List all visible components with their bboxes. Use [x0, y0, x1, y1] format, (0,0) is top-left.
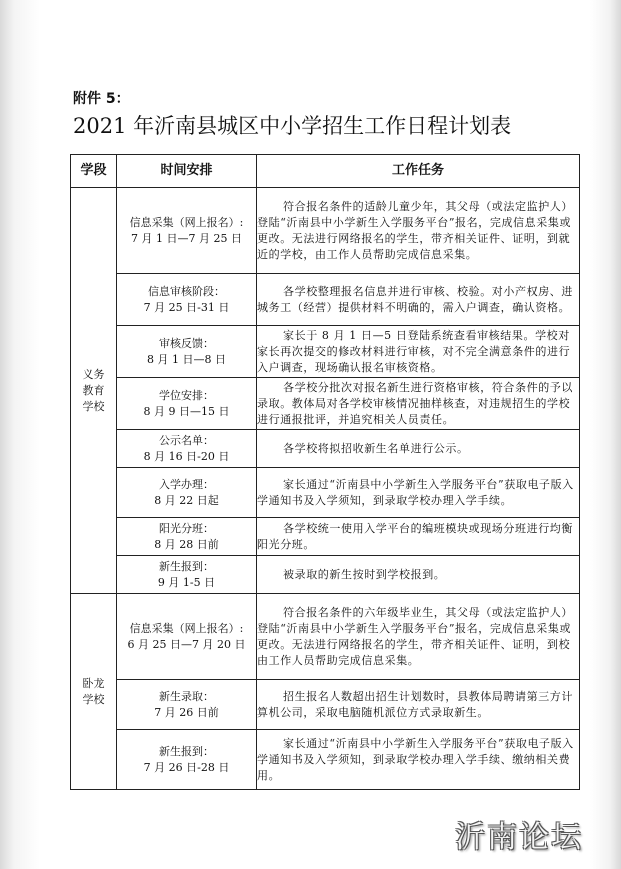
- time-cell: [117, 680, 257, 730]
- task-cell: [257, 430, 580, 468]
- stage-line: 义务: [82, 367, 105, 381]
- time-range: 7 月 25 日-31 日: [143, 300, 230, 314]
- task-cell: [257, 730, 580, 790]
- time-label: 信息采集（网上报名）:: [129, 215, 244, 229]
- table-row: [71, 378, 580, 430]
- time-label: 新生报到：: [159, 744, 214, 758]
- forum-watermark: 沂南论坛: [455, 820, 583, 855]
- time-cell: [117, 468, 257, 518]
- task-text: 符合报名条件的适龄儿童少年，其父母（或法定监护人）登陆“沂南县中小学新生入学服务平台”报名，完成信息采集或更改。无法进行网络报名的学生，带齐相关证件、证明，到就近的学校，由工作人员帮助完成信息采集。: [257, 199, 573, 261]
- time-range: 7 月 26 日-28 日: [143, 760, 230, 774]
- time-cell: [117, 430, 257, 468]
- time-label: 信息审核阶段：: [148, 284, 225, 298]
- table-row: [71, 594, 580, 680]
- task-cell: [257, 680, 580, 730]
- task-cell: [257, 468, 580, 518]
- task-cell: [257, 326, 580, 378]
- time-label: 新生录取：: [159, 689, 214, 703]
- time-label: 学位安排：: [159, 388, 214, 402]
- task-text: 被录取的新生按时到学校报到。: [283, 567, 446, 581]
- stage-wolong: [71, 594, 117, 790]
- time-cell: [117, 326, 257, 378]
- time-range: 8 月 16 日-20 日: [143, 449, 230, 463]
- table-row: [71, 556, 580, 594]
- time-cell: [117, 594, 257, 680]
- time-label: 审核反馈：: [159, 336, 214, 350]
- task-cell: [257, 556, 580, 594]
- time-cell: [117, 274, 257, 326]
- task-text: 家长于 8 月 1 日—5 日登陆系统查看审核结果。学校对家长再次提交的修改材料进行审核，对不完全满意条件的进行入户调查，现场确认报名审核资格。: [257, 328, 571, 374]
- page-title: 2021 年沂南县城区中小学招生工作日程计划表: [73, 114, 512, 138]
- task-text: 各学校整理报名信息并进行审核、校验。对小产权房、进城务工（经营）提供材料不明确的，需入户调查，确认资格。: [257, 284, 573, 314]
- table-row: [71, 430, 580, 468]
- time-range: 8 月 28 日前: [154, 537, 219, 551]
- stage-line: 卧龙: [82, 676, 105, 690]
- time-label: 入学办理：: [159, 477, 214, 491]
- table-row: [71, 680, 580, 730]
- time-range: 7 月 26 日前: [154, 705, 219, 719]
- table-row: [71, 730, 580, 790]
- stage-compulsory: [71, 188, 117, 594]
- task-text: 家长通过“沂南县中小学新生入学服务平台”获取电子版入学通知书及入学须知，到录取学校办理入学手续、缴纳相关费用。: [257, 736, 574, 782]
- stage-line: 教育: [82, 383, 105, 397]
- time-label: 阳光分班：: [159, 521, 214, 535]
- task-cell: [257, 274, 580, 326]
- time-label: 信息采集（网上报名）:: [129, 621, 244, 635]
- task-text: 符合报名条件的六年级毕业生，其父母（或法定监护人）登陆“沂南县中小学新生入学服务平台”报名，完成信息采集或更改。无法进行网络报名的学生，带齐相关证件、证明，到校由工作人员帮助完成信息采集。: [257, 605, 573, 667]
- time-label: 公示名单：: [159, 433, 214, 447]
- schedule-table: [70, 154, 580, 790]
- table-row: [71, 188, 580, 274]
- time-range: 8 月 1 日—8 日: [147, 352, 226, 366]
- time-range: 8 月 9 日—15 日: [143, 404, 230, 418]
- time-cell: [117, 378, 257, 430]
- header-stage: 学段: [71, 155, 117, 188]
- time-range: 8 月 22 日起: [154, 493, 219, 507]
- header-task: 工作任务: [257, 155, 580, 188]
- time-label: 新生报到：: [159, 559, 214, 573]
- time-range: 6 月 25 日—7 月 20 日: [127, 637, 246, 651]
- table-row: [71, 326, 580, 378]
- task-text: 各学校分批次对报名新生进行资格审核，符合条件的予以录取。教体局对各学校审核情况抽样核查，对违规招生的学校进行通报批评，并追究相关人员责任。: [257, 380, 573, 426]
- task-cell: [257, 378, 580, 430]
- stage-line: 学校: [82, 692, 105, 706]
- annex-label: 附件 5：: [73, 91, 130, 107]
- table-row: [71, 274, 580, 326]
- time-range: 9 月 1-5 日: [157, 575, 216, 589]
- task-text: 招生报名人数超出招生计划数时，县教体局聘请第三方计算机公司，采取电脑随机派位方式录取新生。: [257, 689, 573, 719]
- task-cell: [257, 188, 580, 274]
- task-cell: [257, 594, 580, 680]
- stage-line: 学校: [82, 399, 105, 413]
- task-text: 家长通过“沂南县中小学新生入学服务平台”获取电子版入学通知书及入学须知，到录取学校办理入学手续。: [257, 477, 574, 507]
- time-range: 7 月 1 日—7 月 25 日: [131, 231, 242, 245]
- task-text: 各学校将拟招收新生名单进行公示。: [283, 441, 469, 455]
- table-row: [71, 518, 580, 556]
- time-cell: [117, 518, 257, 556]
- time-cell: [117, 556, 257, 594]
- table-row: [71, 468, 580, 518]
- header-time: 时间安排: [117, 155, 257, 188]
- time-cell: [117, 188, 257, 274]
- task-text: 各学校统一使用入学平台的编班模块或现场分班进行均衡阳光分班。: [257, 521, 573, 551]
- task-cell: [257, 518, 580, 556]
- time-cell: [117, 730, 257, 790]
- table-header-row: [71, 155, 580, 188]
